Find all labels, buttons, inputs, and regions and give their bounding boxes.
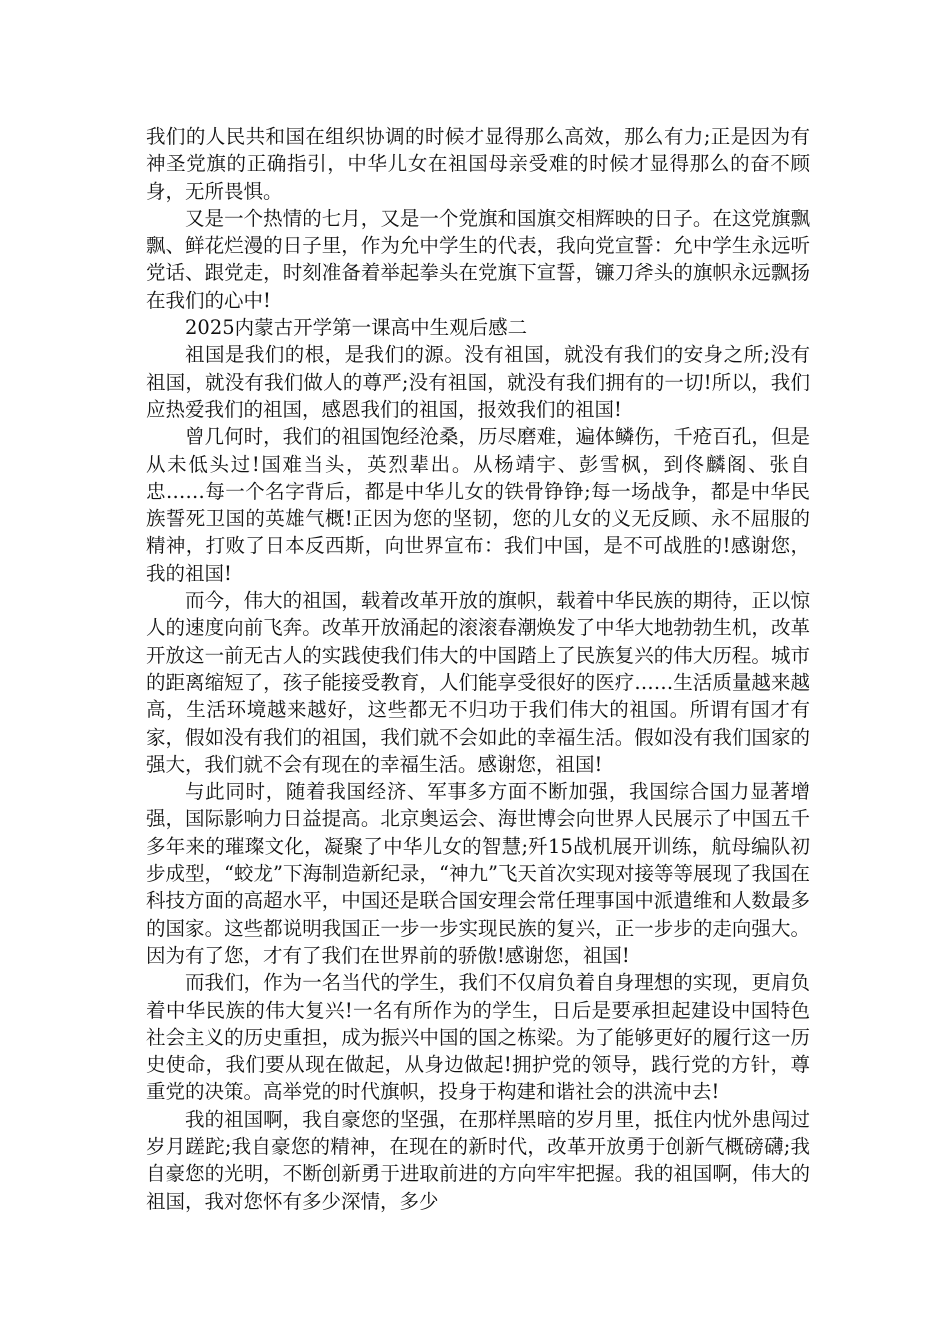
paragraph-history: 曾几何时，我们的祖国饱经沧桑，历尽磨难，遍体鳞伤，千疮百孔，但是从未低头过!国难当头，英烈辈出。从杨靖宇、彭雪枫，到佟麟阁、张自忠……每一个名字背后，都是中华儿女的铁骨铮铮;每一场战争，都是中华民族誓死卫国的英雄气概!正因为您的坚韧，您的儿女的义无反顾、永不屈服的精神，打败了日本反西斯，向世界宣布：我们中国，是不可战胜的!感谢您，我的祖国! [146, 425, 810, 585]
paragraph-student-duty: 而我们，作为一名当代的学生，我们不仅肩负着自身理想的实现，更肩负着中华民族的伟大复兴!一名有所作为的学生，日后是要承担起建设中国特色社会主义的历史重担，成为振兴中国的国之栋梁。为了能够更好的履行这一历史使命，我们要从现在做起，从身边做起!拥护党的领导，践行党的方针，尊重党的决策。高举党的时代旗帜，投身于构建和谐社会的洪流中去! [146, 971, 810, 1104]
paragraph-reform: 而今，伟大的祖国，载着改革开放的旗帜，载着中华民族的期待，正以惊人的速度向前飞奔。改革开放涌起的滚滚春潮焕发了中华大地勃勃生机，改革开放这一前无古人的实践使我们伟大的中国踏上了民族复兴的伟大历程。城市的距离缩短了，孩子能接受教育，人们能享受很好的医疗……生活质量越来越高，生活环境越来越好，这些都无不归功于我们伟大的祖国。所谓有国才有家，假如没有我们的祖国，我们就不会如此的幸福生活。假如没有我们国家的强大，我们就不会有现在的幸福生活。感谢您，祖国! [146, 589, 810, 776]
paragraph-national-strength: 与此同时，随着我国经济、军事多方面不断加强，我国综合国力显著增强，国际影响力日益提高。北京奥运会、海世博会向世界人民展示了中国五千多年来的璀璨文化，凝聚了中华儿女的智慧;歼15战机展开训练，航母编队初步成型，“蛟龙”下海制造新纪录，“神九”飞天首次实现对接等等展现了我国在科技方面的高超水平，中国还是联合国安理会常任理事国中派遣维和人数最多的国家。这些都说明我国正一步一步实现民族的复兴，正一步步的走向强大。因为有了您，才有了我们在世界前的骄傲!感谢您，祖国! [146, 780, 810, 967]
paragraph-pride: 我的祖国啊，我自豪您的坚强，在那样黑暗的岁月里，抵住内忧外患闯过岁月蹉跎;我自豪您的精神，在现在的新时代，改革开放勇于创新气概磅礴;我自豪您的光明，不断创新勇于进取前进的方向牢牢把握。我的祖国啊，伟大的祖国，我对您怀有多少深情，多少 [146, 1107, 810, 1213]
document-body [146, 123, 810, 1215]
section-heading: 2025内蒙古开学第一课高中生观后感二 [185, 316, 528, 340]
paragraph-continued: 我们的人民共和国在组织协调的时候才显得那么高效，那么有力;正是因为有神圣党旗的正确指引，中华儿女在祖国母亲受难的时候才显得那么的奋不顾身，无所畏惧。 [146, 125, 810, 203]
paragraph-motherland-root: 祖国是我们的根，是我们的源。没有祖国，就没有我们的安身之所;没有祖国，就没有我们做人的尊严;没有祖国，就没有我们拥有的一切!所以，我们应热爱我们的祖国，感恩我们的祖国，报效我们的祖国! [146, 343, 810, 421]
paragraph-july-oath: 又是一个热情的七月，又是一个党旗和国旗交相辉映的日子。在这党旗飘飘、鲜花烂漫的日子里，作为允中学生的代表，我向党宣誓：允中学生永远听党话、跟党走，时刻准备着举起拳头在党旗下宣誓，镰刀斧头的旗帜永远飘扬在我们的心中! [146, 206, 810, 312]
